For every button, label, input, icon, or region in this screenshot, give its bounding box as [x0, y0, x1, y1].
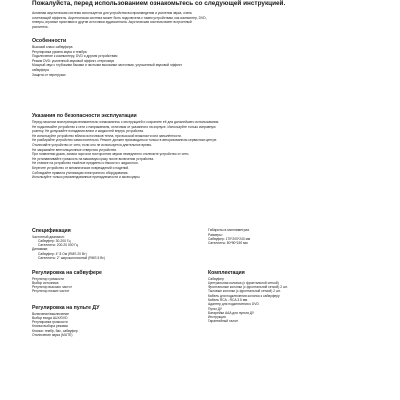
spec-line: Сабвуфер: 4" 8 Ом (RMS 20 Вт) [38, 251, 87, 256]
package-line: Гарантийный талон [208, 319, 238, 324]
safety-heading: Указания по безопасности эксплуатации [32, 113, 137, 119]
feature-item: Регулировка уровня звука и тембра [32, 49, 87, 54]
package-line: Кабель RCA - RCA 3.5 мм [208, 297, 248, 302]
dimensions-section [208, 228, 368, 245]
safety-line: Перед началом эксплуатации внимательно ознакомьтесь с инструкцией и сохраните её для дальнейшего использования. [32, 120, 220, 124]
remote-line: Регулировка громкости [32, 320, 68, 325]
dimension-line: Сателлиты: 80*90*150 мм [208, 241, 248, 246]
description-line: плееры, игровые приставки и другие источники аудиосигнала. Акустическая система имеет встроенный [32, 20, 192, 25]
features-list [32, 45, 370, 77]
package-heading: Комплектация [208, 270, 245, 276]
description-line: Активная акустическая система используется для устройства воспроизведения и усиления звука, очень [32, 11, 192, 15]
package-line: Батарейки AAA для пульта ДУ [208, 310, 255, 315]
sub-control-line: Регулятор низких частот [32, 289, 70, 294]
spec-line: Динамики: [32, 247, 49, 252]
safety-line: Используйте только рекомендованные принадлежности и аксессуары. [32, 175, 141, 180]
safety-line: розетку. Не допускайте попадания влаги и жидкостей внутрь устройства. [32, 129, 144, 134]
features-heading: Особенности [32, 38, 67, 44]
spec-line: Сабвуфер: 30-200 Гц [38, 238, 71, 243]
safety-line: При появлении дыма, запаха гари или посторонних звуков немедленно отключите устройство от сети. [32, 152, 190, 157]
package-line: Кабель для подключения колонок к сабвуферу [208, 293, 280, 298]
dimension-line: Размеры: [208, 232, 223, 237]
safety-line: Отключайте устройство от сети, если оно не используется длительное время. [32, 142, 152, 147]
safety-line: Не устанавливайте громкость на максимум сразу после включения устройства. [32, 156, 155, 161]
safety-line: Не подключайте устройство к сети с напряжением, отличным от указанного на корпусе. Используйте только исправную [32, 124, 216, 129]
description-line: усилитель. [32, 24, 49, 29]
safety-text [32, 120, 370, 180]
safety-line: Не ставьте на устройство тяжёлые предметы и ёмкости с жидкостью. [32, 161, 139, 166]
package-line: Центральная колонка (с фронтальной сеткой) [208, 280, 279, 285]
feature-item: сабвуфера [32, 67, 49, 72]
specs-section [32, 228, 182, 260]
specs-heading: Спецификация [32, 228, 71, 234]
safety-line: Не используйте устройство вблизи источников тепла, при высокой влажности или запылённости. [32, 133, 182, 138]
remote-line: Включение/выключение [32, 311, 69, 316]
spec-line: Сателлиты: 200-20 000 Гц [38, 243, 79, 248]
package-line: Инструкция [208, 315, 226, 320]
remote-line: Выбор входа AUX/DVD [32, 315, 68, 320]
package-line: Тыловые колонки (с фронтальной сеткой) 2 шт. [208, 289, 281, 294]
spec-line: Сателлиты: 2" широкополосный (RMS 5 Вт) [38, 255, 105, 260]
intro-text: Пожалуйста, перед использованием ознакомьтесь со следующей инструкцией. [32, 0, 286, 7]
feature-item: Подключение к компьютеру, DVD и другим устройствам [32, 54, 118, 59]
dimension-line: Сабвуфер: 170*200*240 мм [208, 236, 251, 241]
package-line: Фронтальные колонки (с фронтальной сеткой) 2 шт. [208, 285, 288, 290]
package-line: Адаптер для подключения к DVD [208, 302, 259, 307]
safety-line: Не закрывайте вентиляционные отверстия устройства. [32, 147, 117, 152]
sub-control-line: Регулятор громкости [32, 276, 64, 281]
feature-item: Мощный звук с глубокими басами и чистыми высокими частотами, улучшенный звуковой эффект [32, 63, 182, 68]
remote-section [32, 305, 182, 337]
remote-line: Кнопки: тембр, бас, сабвуфер [32, 328, 78, 333]
remote-line: Отключение звука (MUTE) [32, 332, 73, 337]
spec-line: Частотный диапазон: [32, 234, 65, 239]
package-line: Сабвуфер [208, 276, 224, 281]
feature-item: Высокий класс сабвуфера [32, 45, 73, 49]
sub-controls-section [32, 270, 182, 294]
sub-control-line: Выбор источника [32, 280, 59, 285]
feature-item: Режим DVD: усиленный звуковой эффект, стереозвук [32, 58, 115, 63]
safety-line: Берегите устройство от механических повреждений и падений. [32, 165, 130, 170]
sub-controls-heading: Регулировка на сабвуфере [32, 270, 102, 276]
safety-line: Не разбирайте устройство самостоятельно. Ремонт должен производиться только в авторизованном сервисном центре. [32, 138, 218, 143]
remote-line: Кнопки выбора режима [32, 324, 68, 329]
safety-line: Соблюдайте правила утилизации электронного оборудования. [32, 170, 129, 175]
description-paragraph [32, 11, 370, 29]
package-line: Пульт ДУ [208, 306, 223, 311]
sub-control-line: Регулятор высоких частот [32, 285, 72, 290]
remote-heading: Регулировка на пульте ДУ [32, 305, 100, 311]
package-section [208, 270, 373, 324]
feature-item: Защита от перегрузки [32, 72, 66, 77]
description-line: сочетающей эффекты. Акустическая система может быть подключена к таким устройствам, как компьютер, DVD, [32, 15, 207, 20]
dimensions-heading: Габариты в миллиметрах [208, 228, 250, 232]
